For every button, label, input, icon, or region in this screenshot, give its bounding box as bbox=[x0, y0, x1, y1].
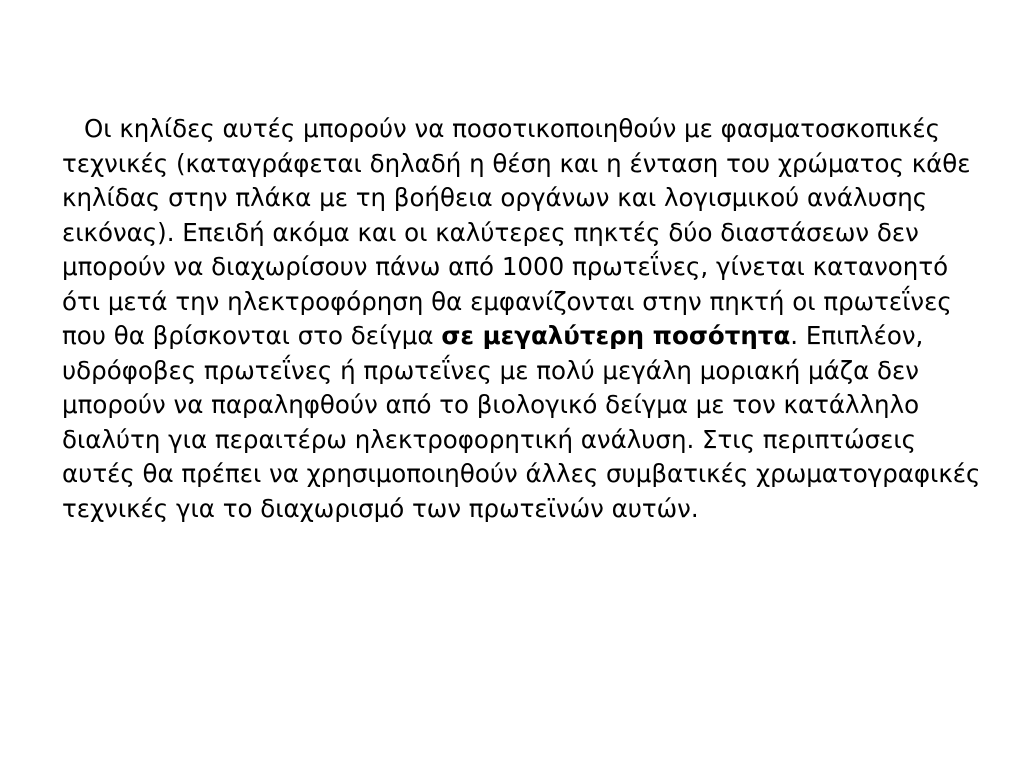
paragraph-text-part1: Οι κηλίδες αυτές μπορούν να ποσοτικοποιηθούν με φασματοσκοπικές τεχνικές (καταγράφεται δηλαδή η θέση και η ένταση του χρώματος κάθε κηλίδας στην πλάκα με τη βοήθεια οργάνων και λογισμικού ανάλυσης εικόνας). Επειδή ακόμα και οι καλύτερες πηκτές δύο διαστάσεων δεν μπορούν να διαχωρίσουν πάνω από 1000 πρωτεΐνες, γίνεται κατανοητό ότι μετά την ηλεκτροφόρηση θα εμφανίζονται στην πηκτή οι πρωτεΐνες που θα βρίσκονται στο δείγμα bbox=[62, 114, 971, 350]
body-text-box bbox=[62, 112, 982, 526]
paragraph-bold-phrase: σε μεγαλύτερη ποσότητα bbox=[441, 321, 791, 350]
body-paragraph bbox=[62, 112, 982, 526]
paragraph-text-part2: . Επιπλέον, υδρόφοβες πρωτεΐνες ή πρωτεΐνες με πολύ μεγάλη μοριακή μάζα δεν μπορούν να παραληφθούν από το βιολογικό δείγμα με τον κατάλληλο διαλύτη για περαιτέρω ηλεκτροφορητική ανάλυση. Στις περιπτώσεις αυτές θα πρέπει να χρησιμοποιηθούν άλλες συμβατικές χρωματογραφικές τεχνικές για το διαχωρισμό των πρωτεϊνών αυτών. bbox=[62, 321, 981, 523]
